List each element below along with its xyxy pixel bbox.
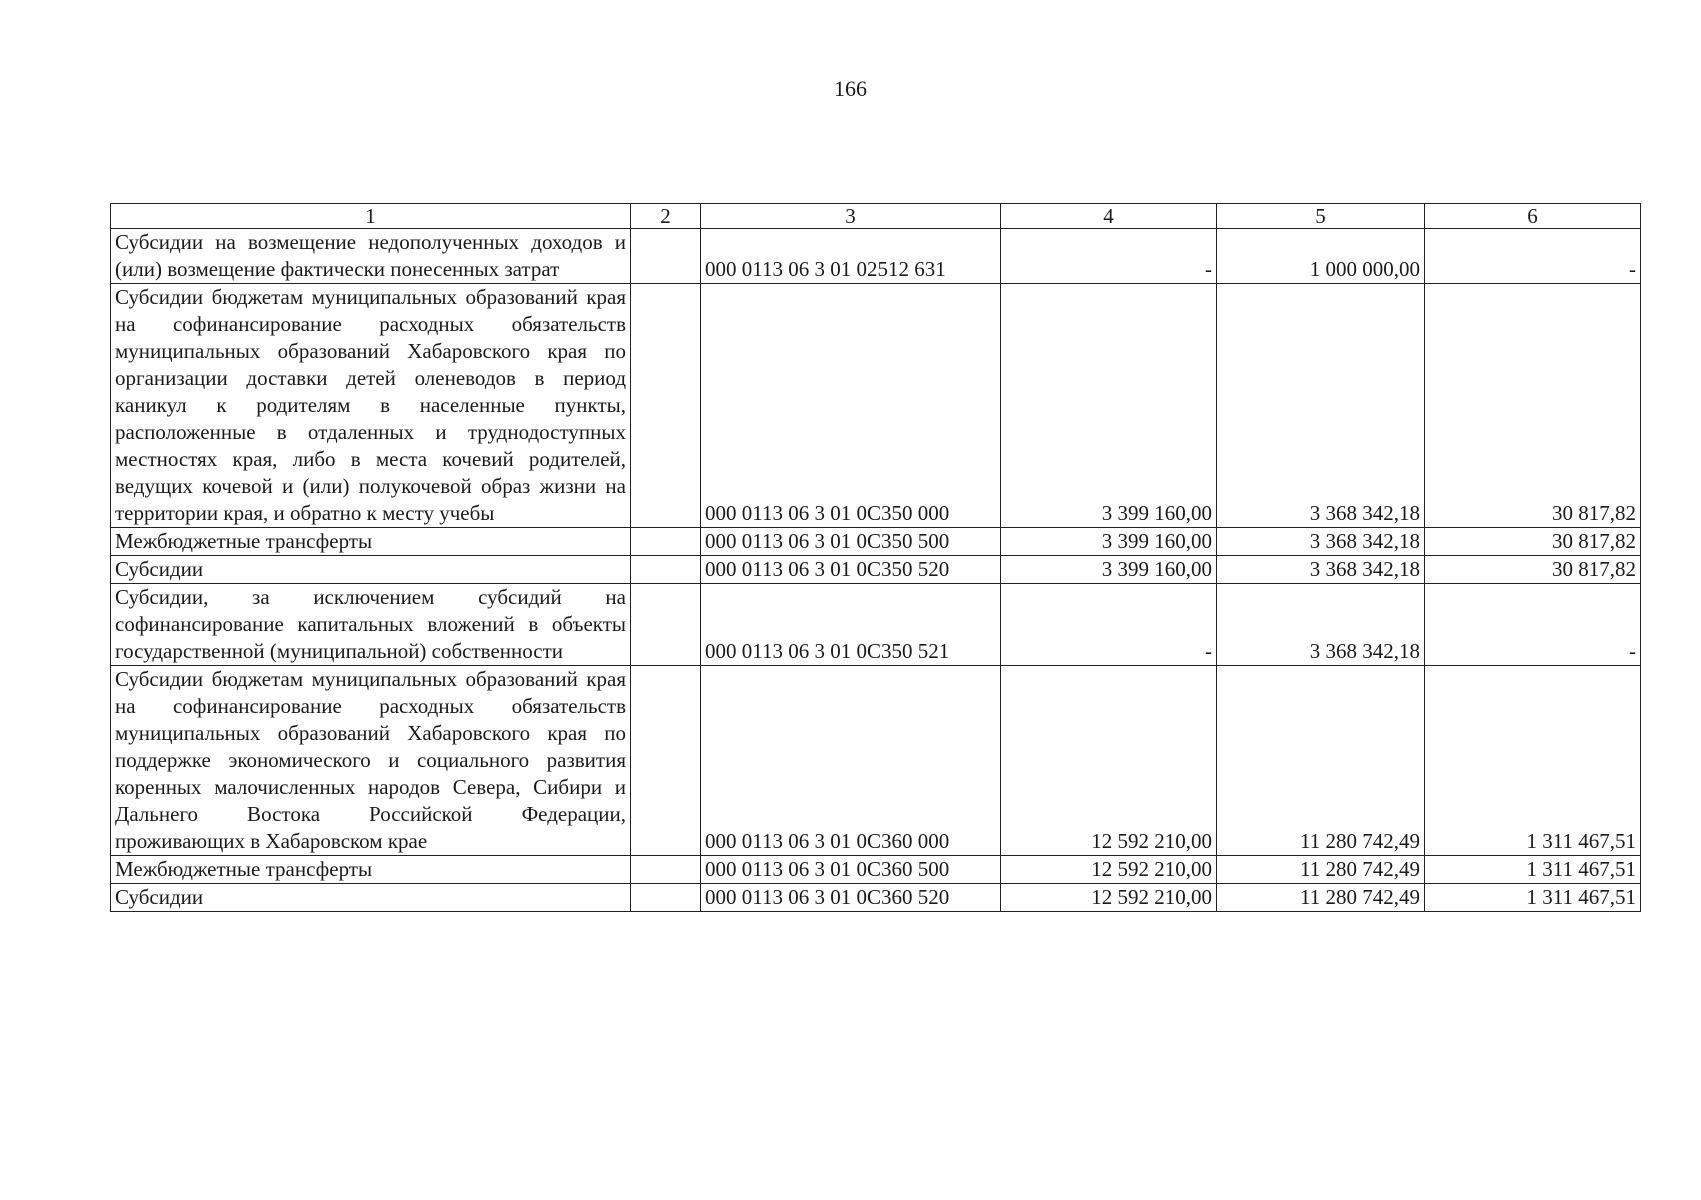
row-name: Субсидии на возмещение недополученных доходов и (или) возмещение фактически понесенных затрат [111, 229, 631, 284]
table-row [111, 884, 1641, 912]
row-code: 000 0113 06 3 01 0С360 500 [701, 856, 1001, 884]
row-value-6: 1 311 467,51 [1425, 666, 1641, 856]
table-row [111, 666, 1641, 856]
row-code: 000 0113 06 3 01 0С360 520 [701, 884, 1001, 912]
row-value-4: 12 592 210,00 [1001, 884, 1217, 912]
row-value-5: 11 280 742,49 [1217, 884, 1425, 912]
table-header-row [111, 204, 1641, 229]
row-col2 [631, 884, 701, 912]
row-name: Субсидии бюджетам муниципальных образований края на софинансирование расходных обязательств муниципальных образований Хабаровского края по поддержке экономического и социального развития коренных малочисленных народов Севера, Сибири и Дальнего Востока Российской Федерации, проживающих в Хабаровском крае [111, 666, 631, 856]
row-name: Межбюджетные трансферты [111, 856, 631, 884]
row-value-6: - [1425, 584, 1641, 666]
row-value-5: 11 280 742,49 [1217, 666, 1425, 856]
row-col2 [631, 284, 701, 528]
column-header-6: 6 [1425, 204, 1641, 229]
row-code: 000 0113 06 3 01 0С350 500 [701, 528, 1001, 556]
row-col2 [631, 666, 701, 856]
table-row [111, 556, 1641, 584]
budget-table [110, 203, 1641, 912]
column-header-3: 3 [701, 204, 1001, 229]
row-name: Субсидии бюджетам муниципальных образований края на софинансирование расходных обязательств муниципальных образований Хабаровского края по организации доставки детей оленеводов в период каникул к родителям в населенные пункты, расположенные в отдаленных и труднодоступных местностях края, либо в места кочевий родителей, ведущих кочевой и (или) полукочевой образ жизни на территории края, и обратно к месту учебы [111, 284, 631, 528]
column-header-2: 2 [631, 204, 701, 229]
column-header-1: 1 [111, 204, 631, 229]
row-name: Субсидии [111, 884, 631, 912]
row-name: Субсидии [111, 556, 631, 584]
row-col2 [631, 229, 701, 284]
row-value-5: 11 280 742,49 [1217, 856, 1425, 884]
row-value-6: 30 817,82 [1425, 556, 1641, 584]
table-row [111, 229, 1641, 284]
row-code: 000 0113 06 3 01 0С350 521 [701, 584, 1001, 666]
page-number: 166 [834, 76, 867, 101]
column-header-5: 5 [1217, 204, 1425, 229]
row-name: Межбюджетные трансферты [111, 528, 631, 556]
row-code: 000 0113 06 3 01 0С360 000 [701, 666, 1001, 856]
table-row [111, 584, 1641, 666]
row-col2 [631, 528, 701, 556]
row-value-5: 1 000 000,00 [1217, 229, 1425, 284]
row-code: 000 0113 06 3 01 0С350 000 [701, 284, 1001, 528]
table-row [111, 284, 1641, 528]
row-value-5: 3 368 342,18 [1217, 584, 1425, 666]
row-value-4: 3 399 160,00 [1001, 556, 1217, 584]
table-row [111, 528, 1641, 556]
row-value-4: 3 399 160,00 [1001, 284, 1217, 528]
row-name: Субсидии, за исключением субсидий на софинансирование капитальных вложений в объекты государственной (муниципальной) собственности [111, 584, 631, 666]
row-value-6: - [1425, 229, 1641, 284]
row-col2 [631, 856, 701, 884]
row-value-6: 30 817,82 [1425, 528, 1641, 556]
row-col2 [631, 556, 701, 584]
column-header-4: 4 [1001, 204, 1217, 229]
row-value-5: 3 368 342,18 [1217, 528, 1425, 556]
table-row [111, 856, 1641, 884]
row-value-4: - [1001, 584, 1217, 666]
row-code: 000 0113 06 3 01 02512 631 [701, 229, 1001, 284]
row-value-4: - [1001, 229, 1217, 284]
row-value-6: 1 311 467,51 [1425, 884, 1641, 912]
row-value-6: 30 817,82 [1425, 284, 1641, 528]
row-value-5: 3 368 342,18 [1217, 284, 1425, 528]
row-value-4: 12 592 210,00 [1001, 666, 1217, 856]
row-value-5: 3 368 342,18 [1217, 556, 1425, 584]
row-value-4: 12 592 210,00 [1001, 856, 1217, 884]
row-code: 000 0113 06 3 01 0С350 520 [701, 556, 1001, 584]
row-col2 [631, 584, 701, 666]
row-value-6: 1 311 467,51 [1425, 856, 1641, 884]
row-value-4: 3 399 160,00 [1001, 528, 1217, 556]
